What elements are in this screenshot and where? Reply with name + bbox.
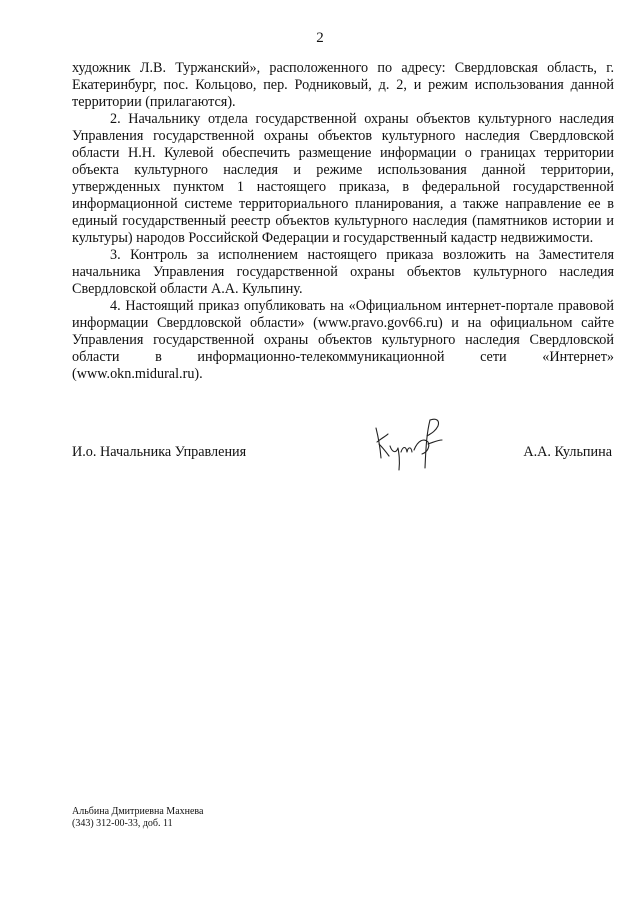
document-body (72, 60, 614, 383)
signatory-name: А.А. Кульпина (523, 444, 612, 460)
executor-phone: (343) 312-00-33, доб. 11 (72, 818, 173, 829)
paragraph-item-3: 3. Контроль за исполнением настоящего приказа возложить на Заместителя начальника Управления государственной охраны объектов культурного наследия Свердловской области А.А. Кульпину. (72, 247, 614, 297)
paragraph-item-4: 4. Настоящий приказ опубликовать на «Официальном интернет-портале правовой информации Свердловской области» (www.pravo.gov66.ru) и на официальном сайте Управления государственной охраны объектов культурного наследия Свердловской области в информационно-телекоммуникационной сети «Интернет» (www.okn.midural.ru). (72, 298, 614, 382)
handwritten-signature (372, 416, 462, 474)
paragraph-item-2: 2. Начальнику отдела государственной охраны объектов культурного наследия Управления государственной охраны объектов культурного наследия Свердловской области Н.Н. Кулевой обеспечить размещение информации о границах территории объекта культурного наследия и режиме использования данной территории, утвержденных пунктом 1 настоящего приказа, в федеральной государственной информационной системе территориального планирования, а также направление ее в единый государственный реестр объектов культурного наследия (памятников истории и культуры) народов Российской Федерации и государственный кадастр недвижимости. (72, 111, 614, 246)
page-number: 2 (316, 30, 324, 46)
signatory-title: И.о. Начальника Управления (72, 444, 247, 460)
executor-name: Альбина Дмитриевна Махнева (72, 806, 204, 817)
executor-footer (72, 806, 203, 830)
paragraph-continuation: художник Л.В. Туржанский», расположенного по адресу: Свердловская область, г. Екатеринбург, пос. Кольцово, пер. Родниковый, д. 2, и режим использования данной территории (прилагаются). (72, 60, 614, 110)
